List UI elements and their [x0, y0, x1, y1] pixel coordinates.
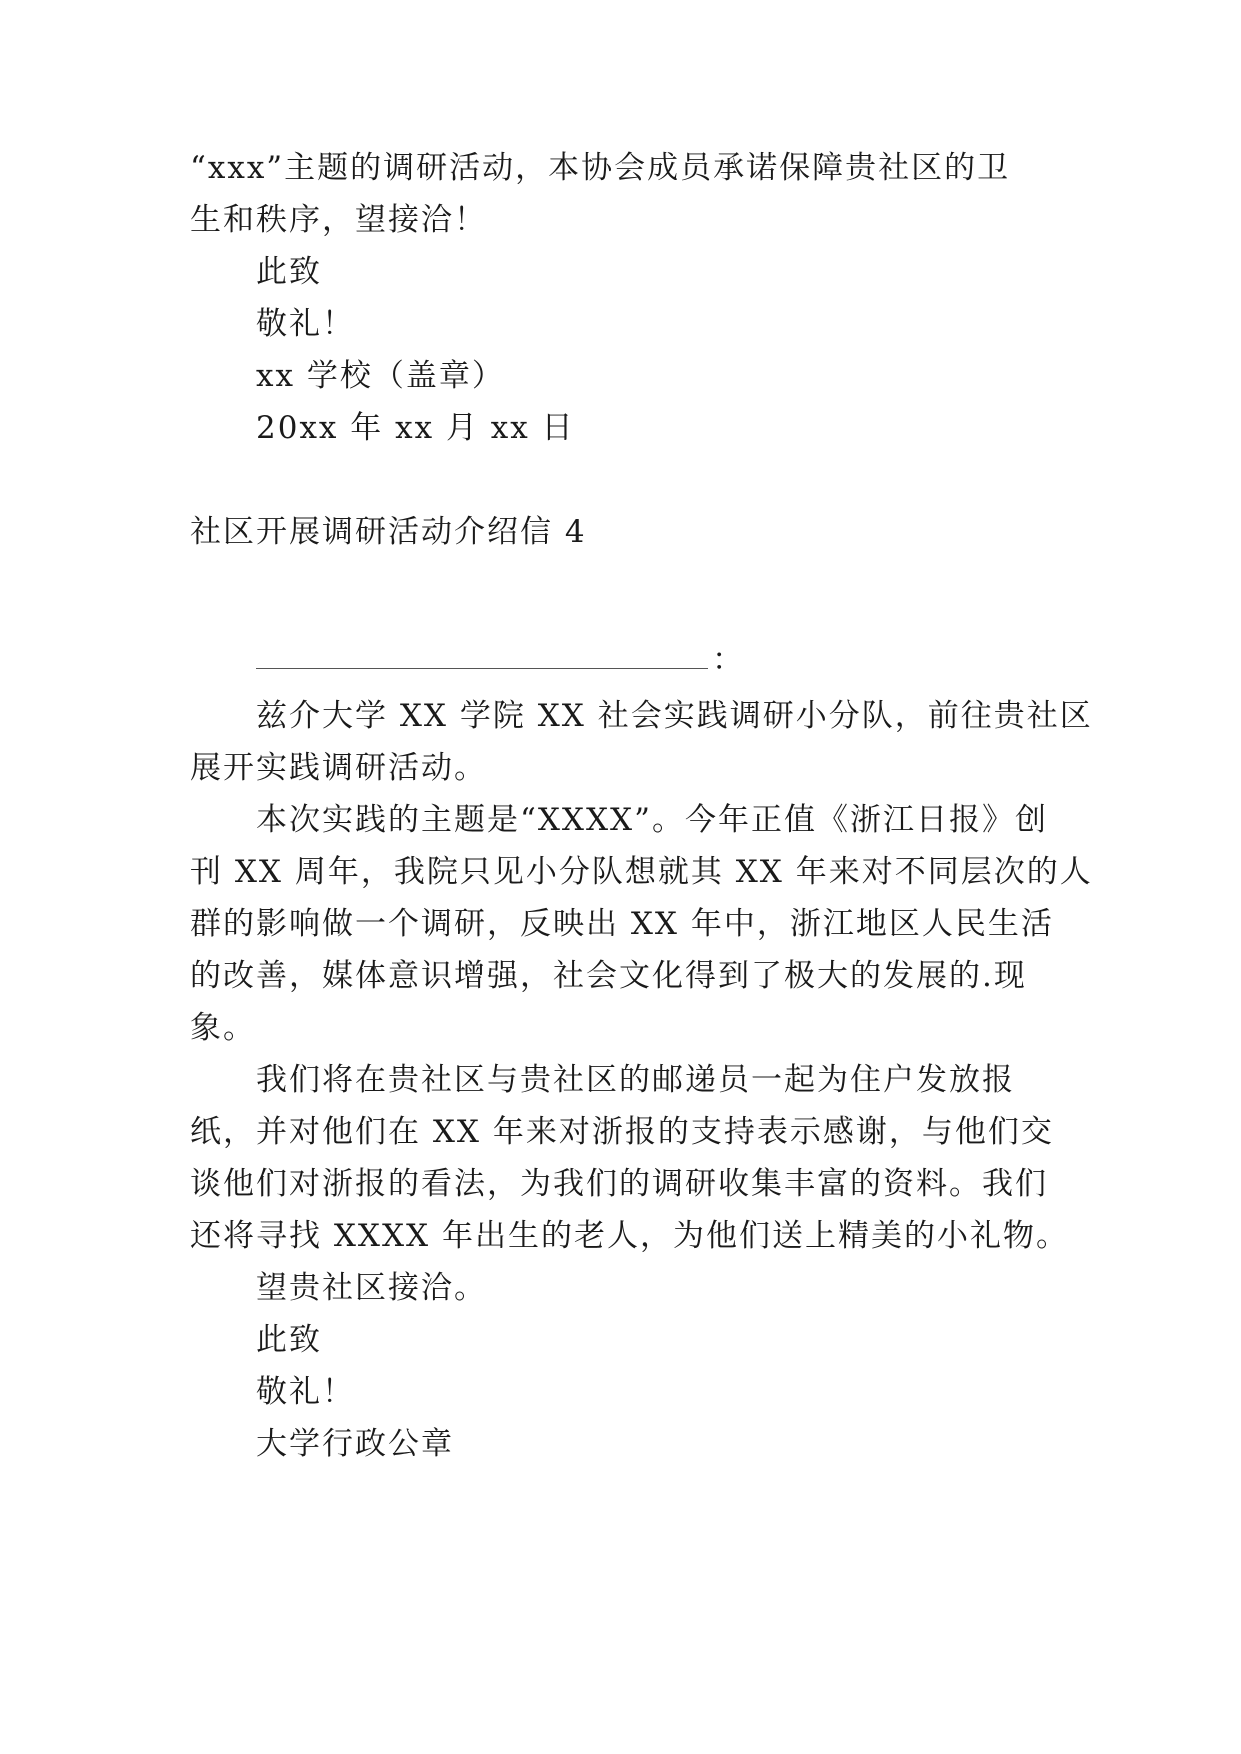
closing-line: 此致 — [256, 254, 322, 290]
paragraph-line: 谈他们对浙报的看法，为我们的调研收集丰富的资料。我们 — [190, 1166, 1048, 1202]
salutation-blank — [256, 640, 743, 680]
closing-line: 敬礼！ — [256, 1374, 355, 1410]
closing-line: 此致 — [256, 1322, 322, 1358]
signer-line: xx 学校（盖章） — [256, 358, 505, 394]
date-line: 20xx 年 xx 月 xx 日 — [256, 410, 575, 446]
paragraph-line: 展开实践调研活动。 — [190, 750, 487, 786]
paragraph-line: 还将寻找 XXXX 年出生的老人，为他们送上精美的小礼物。 — [190, 1218, 1069, 1254]
paragraph-line: 刊 XX 周年，我院只见小分队想就其 XX 年来对不同层次的人 — [190, 854, 1093, 890]
paragraph-line: 象。 — [190, 1010, 256, 1046]
salutation-colon: ： — [712, 642, 743, 678]
body-text-line: “xxx”主题的调研活动，本协会成员承诺保障贵社区的卫 — [190, 150, 1011, 186]
paragraph-line: 纸，并对他们在 XX 年来对浙报的支持表示感谢，与他们交 — [190, 1114, 1054, 1150]
paragraph-line: 群的影响做一个调研，反映出 XX 年中，浙江地区人民生活 — [190, 906, 1054, 942]
signer-line: 大学行政公章 — [256, 1426, 454, 1462]
section-title: 社区开展调研活动介绍信 4 — [190, 514, 587, 550]
paragraph-line: 我们将在贵社区与贵社区的邮递员一起为住户发放报 — [256, 1062, 1015, 1098]
paragraph-line: 兹介大学 XX 学院 XX 社会实践调研小分队，前往贵社区 — [256, 698, 1093, 734]
blank-underline — [256, 668, 708, 669]
paragraph-line: 的改善，媒体意识增强，社会文化得到了极大的发展的.现 — [190, 958, 1027, 994]
paragraph-line: 望贵社区接洽。 — [256, 1270, 487, 1306]
body-text-line: 生和秩序，望接洽！ — [190, 202, 487, 238]
closing-line: 敬礼！ — [256, 306, 355, 342]
paragraph-line: 本次实践的主题是“XXXX”。今年正值《浙江日报》创 — [256, 802, 1048, 838]
